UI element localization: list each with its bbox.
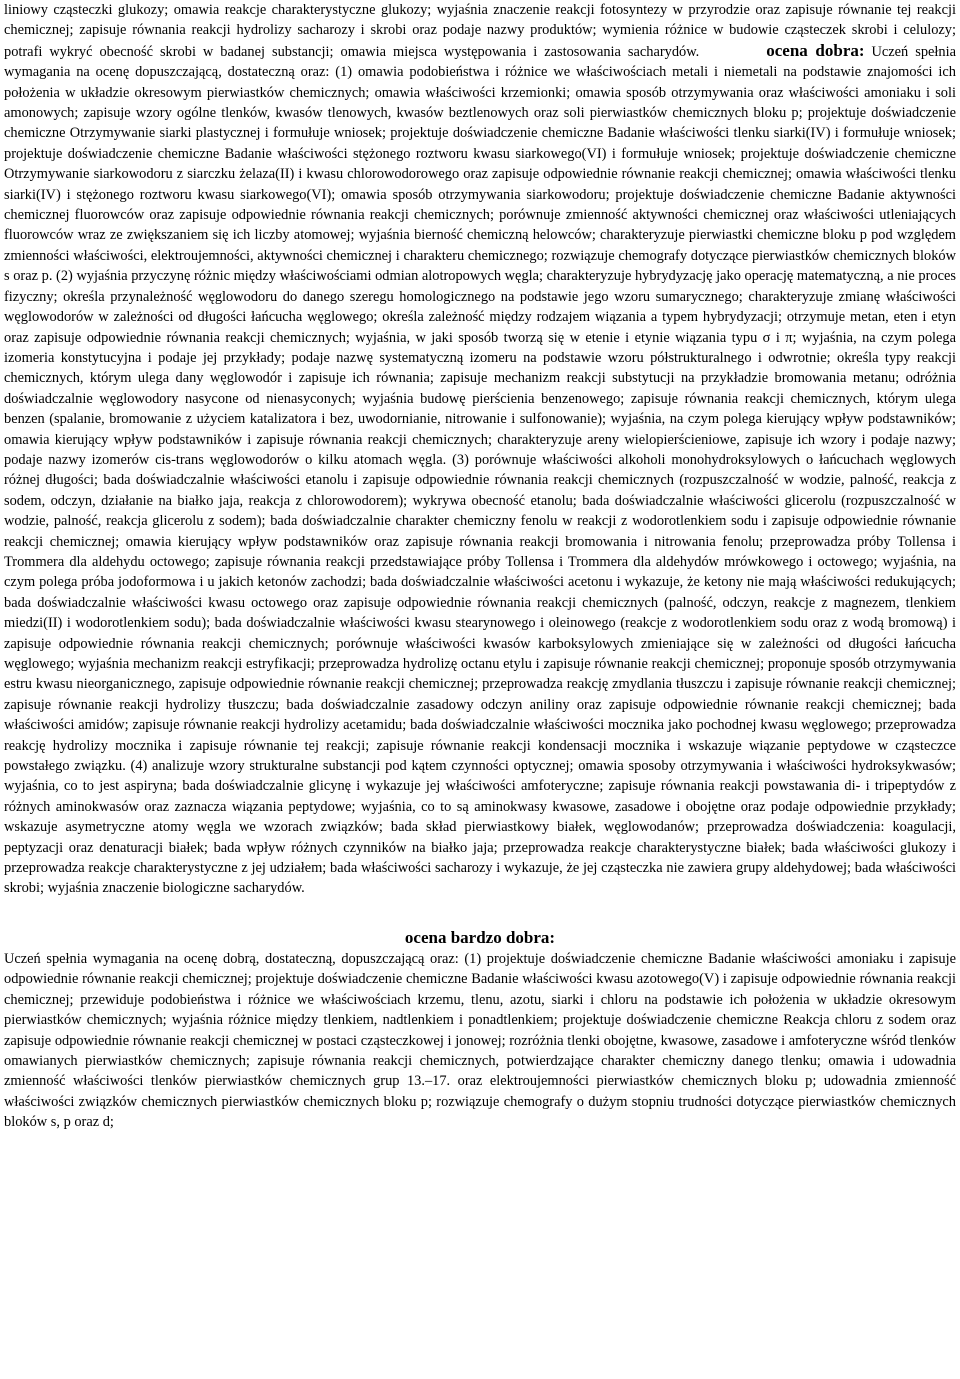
section-body-good: Uczeń spełnia wymagania na ocenę dopuszczającą, dostateczną oraz: (1) omawia podobieństwa i różnice we właściwościach metali i niemetali na podstawie znajomości ich położenia w układzie okresowym pierwiastków chemicznych; omawia właściwości krzemionki; omawia sposób otrzymywania oraz właściwości amoniaku i soli amonowych; zapisuje wzory ogólne tlenków, kwasów tlenowych, kwasów beztlenowych oraz soli pierwiastków chemicznych bloku p; projektuje doświadczenie chemiczne Otrzymywanie siarki plastycznej i formułuje wniosek; projektuje doświadczenie chemiczne Badanie właściwości tlenku siarki(IV) i formułuje wniosek; projektuje doświadczenie chemiczne Badanie właściwości stężonego roztworu kwasu siarkowego(VI) i formułuje wniosek; projektuje doświadczenie chemiczne Otrzymywanie siarkowodoru z siarczku żelaza(II) i kwasu chlorowodorowego oraz zapisuje odpowiednie równanie reakcji chemicznej; omawia właściwości tlenku siarki(IV) i stężonego roztworu kwasu siarkowego(VI); omawia sposób otrzymywania siarkowodoru; projektuje doświadczenie chemiczne Badanie aktywności chemicznej fluorowców oraz zapisuje odpowiednie równania reakcji chemicznych; porównuje zmienność aktywności chemicznej oraz właściwości utleniających fluorowców wraz ze zwiększaniem się ich liczby atomowej; wyjaśnia bierność chemiczną helowców; charakteryzuje pierwiastki chemiczne bloku p pod względem zmienności właściwości, elektroujemności, aktywności chemicznej i charakteru chemicznego; rozwiązuje chemografy dotyczące pierwiastków chemicznych bloków s oraz p. (2) wyjaśnia przyczynę różnic między właściwościami odmian alotropowych węgla; charakteryzuje hybrydyzację jako operację matematyczną, a nie proces fizyczny; określa przynależność węglowodoru do danego szeregu homologicznego na podstawie jego wzoru sumarycznego; charakteryzuje zmianę właściwości węglowodorów w zależności od długości łańcucha węglowego; określa zależność między rodzajem wiązania a typem hybrydyzacji; otrzymuje metan, eten i etyn oraz zapisuje odpowiednie równania reakcji chemicznych; wyjaśnia, w jaki sposób tworzą się w etenie i etynie wiązania typu σ i π; wyjaśnia, na czym polega izomeria konstytucyjna i podaje jej przykłady; podaje nazwę systematyczną izomeru na podstawie wzoru półstrukturalnego i odwrotnie; określa typy reakcji chemicznych, którym ulega dany węglowodór i zapisuje ich równania; zapisuje mechanizm reakcji substytucji na przykładzie bromowania metanu; odróżnia doświadczalnie węglowodory nasycone od nienasyconych; wyjaśnia budowę pierścienia benzenowego; zapisuje równania reakcji chemicznych, którym ulega benzen (spalanie, bromowanie z użyciem katalizatora i bez, uwodornianie, nitrowanie i sulfonowanie); wyjaśnia, na czym polega kierujący wpływ podstawników; omawia kierujący wpływ podstawników i zapisuje równania reakcji chemicznych; charakteryzuje areny wielopierścieniowe, zapisuje ich wzory i podaje nazwy; podaje nazwy izomerów cis-trans węglowodorów o kilku atomach węgla. (3) porównuje właściwości alkoholi monohydroksylowych o łańcuchach węglowych różnej długości; bada doświadczalnie właściwości etanolu i zapisuje odpowiednie równania reakcji chemicznych (rozpuszczalność w wodzie, palność, reakcja z sodem, odczyn, działanie na białko jaja, reakcja z chlorowodorem); wykrywa obecność etanolu; bada doświadczalnie właściwości glicerolu (rozpuszczalność w wodzie, palność, reakcja glicerolu z sodem); bada doświadczalnie charakter chemiczny fenolu w reakcji z wodorotlenkiem sodu i zapisuje odpowiednie równanie reakcji chemicznej; omawia kierujący wpływ podstawników oraz zapisuje równania reakcji bromowania i nitrowania fenolu; przeprowadza próby Tollensa i Trommera dla aldehydu octowego; zapisuje równania reakcji przedstawiające próby Tollensa i Trommera dla aldehydów mrówkowego i octowego; wyjaśnia, na czym polega próba jodoformowa i u jakich ketonów zachodzi; bada doświadczalnie właściwości acetonu i wykazuje, że ketony nie mają właściwości redukujących; bada doświadczalnie właściwości kwasu octowego oraz zapisuje odpowiednie równania reakcji chemicznych (palność, odczyn, reakcje z magnezem, tlenkiem miedzi(II) i wodorotlenkiem sodu); bada doświadczalnie właściwości kwasu stearynowego i oleinowego (reakcje z wodorotlenkiem sodu oraz z wodą bromową) i zapisuje odpowiednie równania reakcji chemicznych; porównuje właściwości kwasów karboksylowych zmieniające się w zależności od długości łańcucha węglowego; wyjaśnia mechanizm reakcji estryfikacji; przeprowadza hydrolizę octanu etylu i zapisuje równanie reakcji chemicznej; proponuje sposób otrzymywania estru kwasu nieorganicznego, zapisuje odpowiednie równanie reakcji chemicznej; przeprowadza reakcję zmydlania tłuszczu i zapisuje równanie reakcji chemicznej; zapisuje równanie reakcji hydrolizy tłuszczu; bada doświadczalnie zasadowy odczyn aniliny oraz zapisuje odpowiednie równanie reakcji chemicznej; bada właściwości amidów; zapisuje równanie reakcji hydrolizy acetamidu; bada doświadczalnie właściwości mocznika jako pochodnej kwasu węglowego; przeprowadza reakcję hydrolizy mocznika i zapisuje równanie tej reakcji; zapisuje równanie reakcji kondensacji mocznika i wskazuje wiązanie peptydowe w cząsteczce powstałego związku. (4) analizuje wzory strukturalne substancji pod kątem czynności optycznej; omawia sposoby otrzymywania i właściwości hydroksykwasów; wyjaśnia, co to jest aspiryna; bada doświadczalnie glicynę i wykazuje jej właściwości amfoteryczne; zapisuje równania reakcji powstawania di- i tripeptydów z różnych aminokwasów oraz zaznacza wiązania peptydowe; wyjaśnia, co to są aminokwasy kwasowe, zasadowe i obojętne oraz podaje odpowiednie przykłady; wskazuje asymetryczne atomy węgla we wzorach związków; bada skład pierwiastkowy białek, węglowodanów; przeprowadza doświadczenia: koagulacji, peptyzacji oraz denaturacji białek; bada wpływ różnych czynników na białko jaja; przeprowadza reakcje charakterystyczne białek; bada właściwości glukozy i przeprowadza reakcje charakterystyczne z jej udziałem; bada właściwości sacharozy i wykazuje, że jej cząsteczka nie zawiera grupy aldehydowej; bada właściwości skrobi; wyjaśnia znaczenie biologiczne sacharydów.	[4, 43, 956, 897]
section-gap	[4, 899, 956, 927]
section-body-very-good: Uczeń spełnia wymagania na ocenę dobrą, dostateczną, dopuszczającą oraz: (1) projektuje doświadczenie chemiczne Badanie właściwości amoniaku i zapisuje odpowiednie równanie reakcji chemicznej; projektuje doświadczenie chemiczne Badanie właściwości kwasu azotowego(V) i zapisuje odpowiednie równania reakcji chemicznej; przewiduje podobieństwa i różnice we właściwościach krzemu, tlenu, azotu, siarki i chloru na podstawie ich położenia w układzie okresowym pierwiastków chemicznych; wyjaśnia różnice między tlenkiem, nadtlenkiem i ponadtlenkiem; projektuje doświadczenie chemiczne Reakcja chloru z sodem oraz zapisuje odpowiednie równanie reakcji chemicznej w postaci cząsteczkowej i jonowej; rozróżnia tlenki obojętne, kwasowe, zasadowe i amfoteryczne wśród tlenków omawianych pierwiastków chemicznych; zapisuje równania reakcji chemicznych, potwierdzające charakter chemiczny danego tlenku; omawia i udowadnia zmienność właściwości tlenków pierwiastków chemicznych grup 13.–17. oraz elektroujemności pierwiastków chemicznych bloku p; udowadnia zmienność właściwości związków chemicznych pierwiastków chemicznych bloku p; rozwiązuje chemografy o dużym stopniu trudności dotyczące pierwiastków chemicznych bloków s, p oraz d;	[4, 950, 956, 1131]
section-heading-good: ocena dobra:	[766, 40, 865, 60]
intro-paragraph: liniowy cząsteczki glukozy; omawia reakcje charakterystyczne glukozy; wyjaśnia znaczenie reakcji fotosyntezy w przyrodzie oraz zapisuje równanie tej reakcji chemicznej; zapisuje równania reakcji hydrolizy sacharozy i skrobi oraz podaje nazwy produktów; wymienia różnice w budowie cząsteczek skrobi i celulozy; potrafi wykryć obecność skrobi w badanej substancji; omawia miejsca występowania i zastosowania sacharydów.	[4, 2, 956, 60]
grade-good-section	[4, 0, 956, 899]
section-heading-very-good: ocena bardzo dobra:	[404, 927, 556, 947]
